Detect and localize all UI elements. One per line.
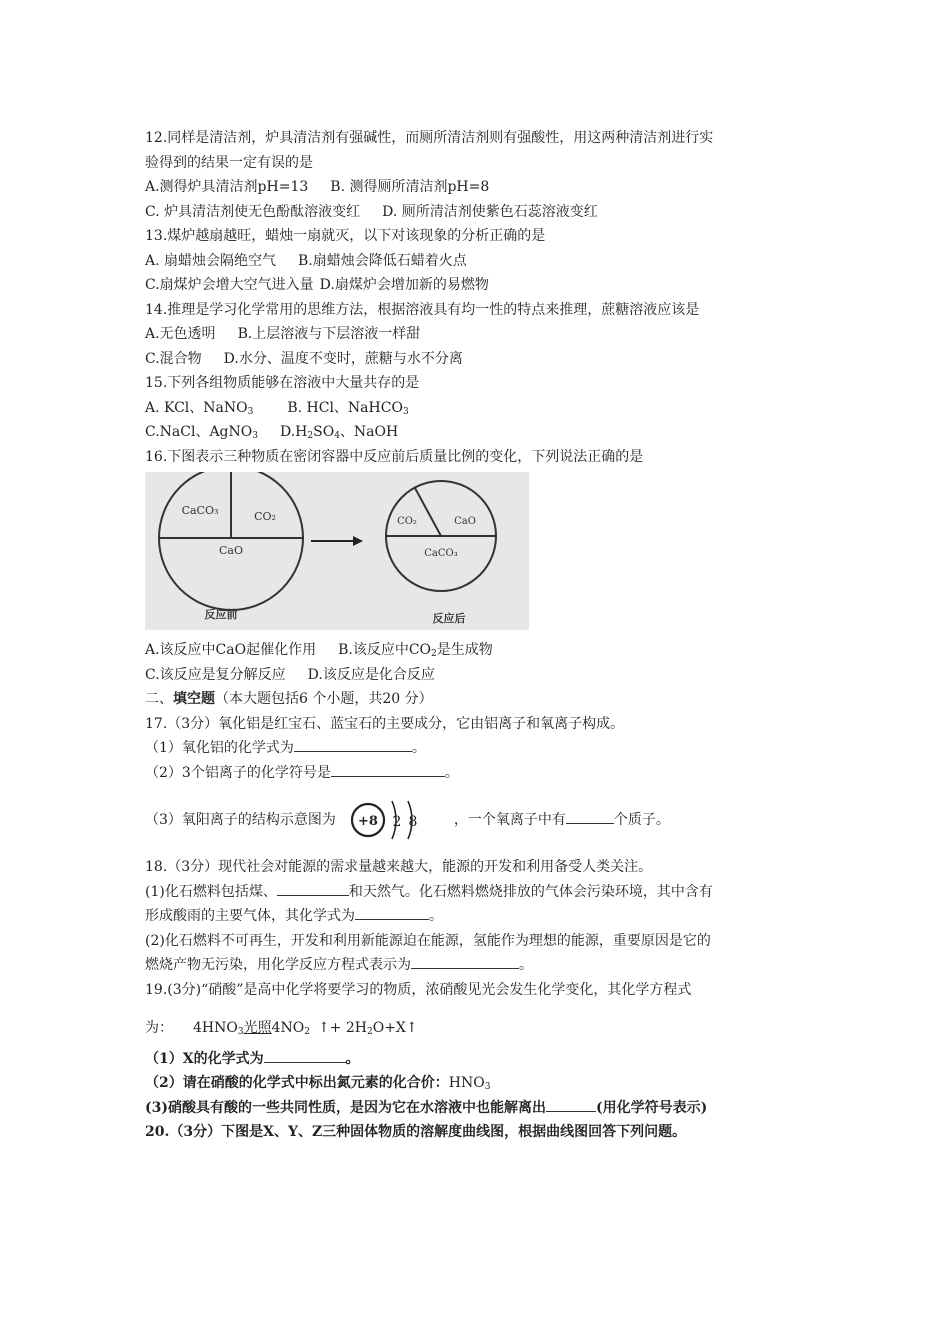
q15-option-c: C.NaCl、AgNO$_3$ xyxy=(145,424,258,441)
reaction-pie-diagram xyxy=(145,472,529,630)
before-label-caco3: CaCO₃ xyxy=(181,504,219,517)
q19-part2: （2）请在硝酸的化学式中标出氮元素的化合价：$HNO_3$ xyxy=(145,1075,491,1092)
q15-option-a: A. KCl、NaNO$_3$ xyxy=(145,399,254,417)
q13-stem: 13.煤炉越扇越旺，蜡烛一扇就灭，以下对该现象的分析正确的是 xyxy=(145,228,546,244)
q15-options-cd xyxy=(145,420,815,445)
after-label-co2: CO₂ xyxy=(397,516,417,527)
after-divider-slant xyxy=(415,488,441,536)
q18-part1-line1: (1)化石燃料包括煤、 和天然气。化石燃料燃烧排放的气体会污染环境，其中含有 xyxy=(145,880,815,905)
q19-answer-blank-1[interactable] xyxy=(264,1048,346,1063)
q12-options-ab xyxy=(145,175,815,200)
q17-answer-blank-2[interactable] xyxy=(331,762,445,777)
q13-option-a: A. 扇蜡烛会隔绝空气 xyxy=(145,252,277,269)
q17-part2: （2）3个铝离子的化学符号是 。 xyxy=(145,761,815,786)
q16-options-ab xyxy=(145,638,815,663)
q13-options-ab xyxy=(145,249,815,274)
q19-part1: （1）X的化学式为 。 xyxy=(145,1047,815,1072)
q17-part1: （1）氧化铝的化学式为 。 xyxy=(145,736,815,761)
q16-option-b: B.该反应中$CO_2$是生成物 xyxy=(338,642,493,659)
q14-option-d: D.水分、温度不变时，蔗糖与水不分离 xyxy=(223,350,463,367)
q17-answer-blank-1[interactable] xyxy=(294,737,412,752)
q18-stem: 18.（3分）现代社会对能源的需求量越来越大，能源的开发和利用备受人类关注。 xyxy=(145,859,653,875)
reaction-arrow-head xyxy=(353,536,363,546)
q15-option-b: B. HCl、NaHCO$_3$ xyxy=(287,399,409,417)
nucleus-charge: +8 xyxy=(357,814,378,829)
q12-option-d: D. 厕所清洁剂使紫色石蕊溶液变红 xyxy=(382,203,598,220)
q12-option-b: B. 测得厕所清洁剂pH=8 xyxy=(330,179,490,195)
q17-part3: （3）氧阳离子的结构示意图为 +8 2 8 ，一个氧离子中有 个质子。 xyxy=(145,795,815,845)
q13-option-c: C.扇煤炉会增大空气进入量 xyxy=(145,277,314,293)
after-label-caco3: CaCO₃ xyxy=(424,548,458,559)
shell-electrons-1: 2 xyxy=(392,814,402,830)
q12-stem-line1: 12.同样是清洁剂，炉具清洁剂有强碱性，而厕所清洁剂则有强酸性，用这两种清洁剂进行实 xyxy=(145,130,714,146)
q17-answer-blank-3[interactable] xyxy=(566,809,614,824)
section-2-heading: 二、填空题（本大题包括6 个小题，共20 分） xyxy=(145,691,433,707)
q16-stem: 16.下图表示三种物质在密闭容器中反应前后质量比例的变化，下列说法正确的是 xyxy=(145,448,644,465)
before-caption: 反应前 xyxy=(204,608,238,621)
q13-option-b: B.扇蜡烛会降低石蜡着火点 xyxy=(298,252,467,269)
q16-option-a: A.该反应中CaO起催化作用 xyxy=(145,642,317,658)
q20-stem: 20.（3分）下图是X、Y、Z三种固体物质的溶解度曲线图，根据曲线图回答下列问题。 xyxy=(145,1124,687,1140)
q13-option-d: D.扇煤炉会增加新的易燃物 xyxy=(319,277,489,293)
q19-part3: (3)硝酸具有酸的一些共同性质，是因为它在水溶液中也能解离出 (用化学符号表示) xyxy=(145,1096,815,1121)
q15-option-d: $D.H_2SO_4$、NaOH xyxy=(279,424,399,441)
q12-option-c: C. 炉具清洁剂使无色酚酞溶液变红 xyxy=(145,203,361,220)
q16-option-c: C.该反应是复分解反应 xyxy=(145,666,286,683)
after-caption: 反应后 xyxy=(432,612,466,625)
pie-diagram-svg xyxy=(145,472,529,630)
q14-option-c: C.混合物 xyxy=(145,350,202,367)
exam-page xyxy=(145,126,815,1145)
q14-option-b: B.上层溶液与下层溶液一样甜 xyxy=(237,326,421,342)
q18-part1-line2: 形成酸雨的主要气体，其化学式为 。 xyxy=(145,904,815,929)
q18-part2-line1: (2)化石燃料不可再生，开发和利用新能源迫在能源，氢能作为理想的能源，重要原因是它的 xyxy=(145,932,711,949)
shell-electrons-2: 8 xyxy=(408,814,418,830)
q13-options-cd xyxy=(145,273,815,298)
q19-answer-blank-3[interactable] xyxy=(546,1097,596,1112)
q18-answer-blank-2[interactable] xyxy=(355,905,429,920)
q18-part2-line2: 燃烧产物无污染，用化学反应方程式表示为 。 xyxy=(145,953,815,978)
before-label-co2: CO₂ xyxy=(254,510,276,523)
q12-options-cd xyxy=(145,200,815,225)
q18-answer-blank-3[interactable] xyxy=(411,954,519,969)
q15-stem: 15.下列各组物质能够在溶液中大量共存的是 xyxy=(145,375,420,391)
q12-stem-line2: 验得到的结果一定有误的是 xyxy=(145,154,313,171)
q14-options-ab xyxy=(145,322,815,347)
before-label-cao: CaO xyxy=(219,544,243,557)
q15-options-ab xyxy=(145,396,815,421)
q16-options-cd xyxy=(145,663,815,688)
q19-stem: 19.(3分)“硝酸”是高中化学将要学习的物质，浓硝酸见光会发生化学变化，其化学方程式 xyxy=(145,981,692,998)
q18-answer-blank-1[interactable] xyxy=(277,881,349,896)
q14-stem: 14.推理是学习化学常用的思维方法，根据溶液具有均一性的特点来推理，蔗糖溶液应该是 xyxy=(145,301,700,318)
q19-equation: 为： $4HNO_3$光照$4NO_2$ ↑+ $2H_2O+X↑$ xyxy=(145,1020,418,1037)
q12-option-a: A.测得炉具清洁剂pH=13 xyxy=(145,179,309,195)
oxygen-ion-structure-icon xyxy=(348,795,438,845)
q17-stem: 17.（3分）氧化铝是红宝石、蓝宝石的主要成分，它由铝离子和氧离子构成。 xyxy=(145,715,625,732)
q19-condition: 光照 xyxy=(243,1020,272,1036)
after-label-cao: CaO xyxy=(454,516,476,527)
q14-option-a: A.无色透明 xyxy=(145,326,216,342)
q14-options-cd xyxy=(145,347,815,372)
q16-option-d: D.该反应是化合反应 xyxy=(307,666,435,683)
